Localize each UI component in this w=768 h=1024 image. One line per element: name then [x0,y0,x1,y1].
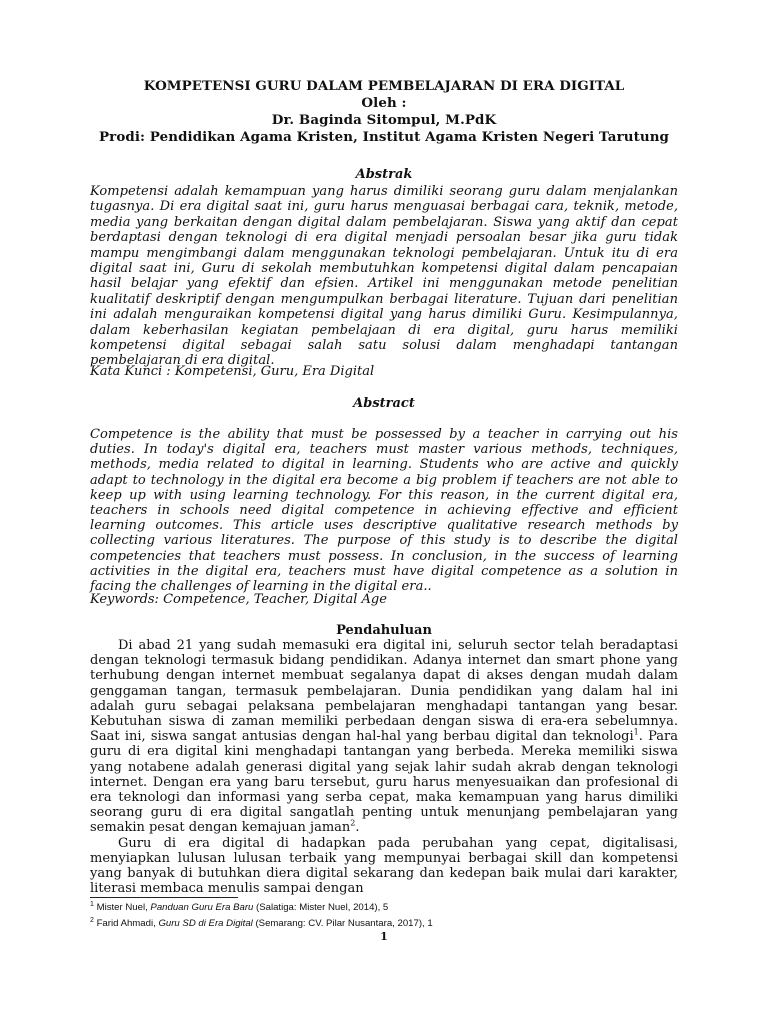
abstrak-heading: Abstrak [355,167,413,182]
intro-p1-text-c: . [355,820,360,836]
abstract-heading: Abstract [353,396,415,411]
byline-label: Oleh : [361,95,407,111]
footnote-author: Mister Nuel, [93,902,151,913]
footnote-item [90,900,678,916]
section-heading-pendahuluan: Pendahuluan [336,623,432,638]
footnote-number: 1 [90,900,94,908]
footnote-ref-2[interactable]: 2 [350,819,356,829]
intro-paragraph-2: Guru di era digital di hadapkan pada perubahan yang cepat, digitalisasi, menyiapkan lulusan lulusan terbaik yang mempunyai berbagai skill dan kompetensi yang banyak di butuhkan diera digital sekarang dan kedepan baik mulai dari karakter, literasi membaca menulis sampai dengan [90,835,678,897]
footnote-publication: (Semarang: CV. Pilar Nusantara, 2017), 1 [252,918,433,929]
author-affiliation: Prodi: Pendidikan Agama Kristen, Institut Agama Kristen Negeri Tarutung [99,129,669,145]
author-name: Dr. Baginda Sitompul, M.PdK [271,112,497,128]
footnote-divider [90,897,238,898]
footnote-ref-1[interactable]: 1 [633,727,639,737]
footnotes [90,900,678,932]
footnote-book-title: Guru SD di Era Digital [158,918,253,929]
intro-p1-text-a: Di abad 21 yang sudah memasuki era digital ini, seluruh sector telah beradaptasi dengan teknologi termasuk bidang pendidikan. Adanya internet dan smart phone yang terhubung dengan internet membuat segalanya dapat di akses dengan mudah dalam genggaman tangan, termasuk pembelajaran. Dunia pendidikan yang dalam hal ini adalah guru sebagai pelaksana pembelajaran menghadapi tantangan yang besar. Kebutuhan siswa di zaman memiliki perbedaan dengan siswa di era-era sebelumnya. Saat ini, siswa sangat antusias dengan hal-hal yang berbau digital dan teknologi [90,638,678,745]
page-number: 1 [380,930,388,943]
intro-paragraph-1 [90,638,678,836]
abstrak-text: Kompetensi adalah kemampuan yang harus dimiliki seorang guru dalam menjalankan tugasnya. Di era digital saat ini, guru harus menguasai berbagai cara, teknik, metode, media yang berkaitan dengan digital dalam pembelajaran. Siswa yang aktif dan cepat berdaptasi dengan teknologi di era digital menjadi persoalan besar jika guru tidak mampu mengimbangi dalam menggunakan teknologi pembelajaran. Untuk itu di era digital saat ini, Guru di sekolah membutuhkan kompetensi digital dalam pencapaian hasil belajar yang efektif dan efsien. Artikel ini menggunakan metode penelitian kualitatif deskriptif dengan mengumpulkan berbagai literature. Tujuan dari penelitian ini adalah menguraikan kompetensi digital yang harus dimiliki Guru. Kesimpulannya, dalam keberhasilan kegiatan pembelajaan di era digital, guru harus memiliki kompetensi digital sebagai salah satu solusi dalam menghadapi tantangan pembelajaran di era digital. [90,184,678,369]
footnote-book-title: Panduan Guru Era Baru [150,902,254,913]
paper-title: KOMPETENSI GURU DALAM PEMBELAJARAN DI ERA DIGITAL [143,78,625,94]
footnote-author: Farid Ahmadi, [93,918,159,929]
abstract-text: Competence is the ability that must be possessed by a teacher in carrying out his duties. In today's digital era, teachers must master various methods, techniques, methods, media related to digital in learning. Students who are active and quickly adapt to technology in the digital era become a big problem if teachers are not able to keep up with using learning technology. For this reason, in the current digital era, teachers in schools need digital competence in achieving effective and efficient learning outcomes. This article uses descriptive qualitative research methods by collecting various literatures. The purpose of this study is to describe the digital competencies that teachers must possess. In conclusion, in the success of learning activities in the digital era, teachers must have digital competence as a solution in facing the challenges of learning in the digital era.. [90,427,678,595]
abstract-keywords: Keywords: Competence, Teacher, Digital Age [90,592,387,607]
footnote-publication: (Salatiga: Mister Nuel, 2014), 5 [253,902,389,913]
paper-header [90,78,678,146]
abstrak-keywords: Kata Kunci : Kompetensi, Guru, Era Digital [90,364,375,379]
footnote-number: 2 [90,916,94,924]
introduction-body [90,638,678,896]
intro-p1-text-b: . Para guru di era digital kini menghadapi tantangan yang berbeda. Mereka memiliki siswa yang notabene adalah generasi digital yang sejak lahir sudah akrab dengan teknologi internet. Dengan era yang baru tersebut, guru harus menyesuaikan dan profesional di era teknologi dan informasi yang serba cepat, maka kemampuan yang harus dimiliki seorang guru di era digital sangatlah penting untuk menunjang pembelajaran yang semakin pesat dengan kemajuan jaman [90,729,678,836]
